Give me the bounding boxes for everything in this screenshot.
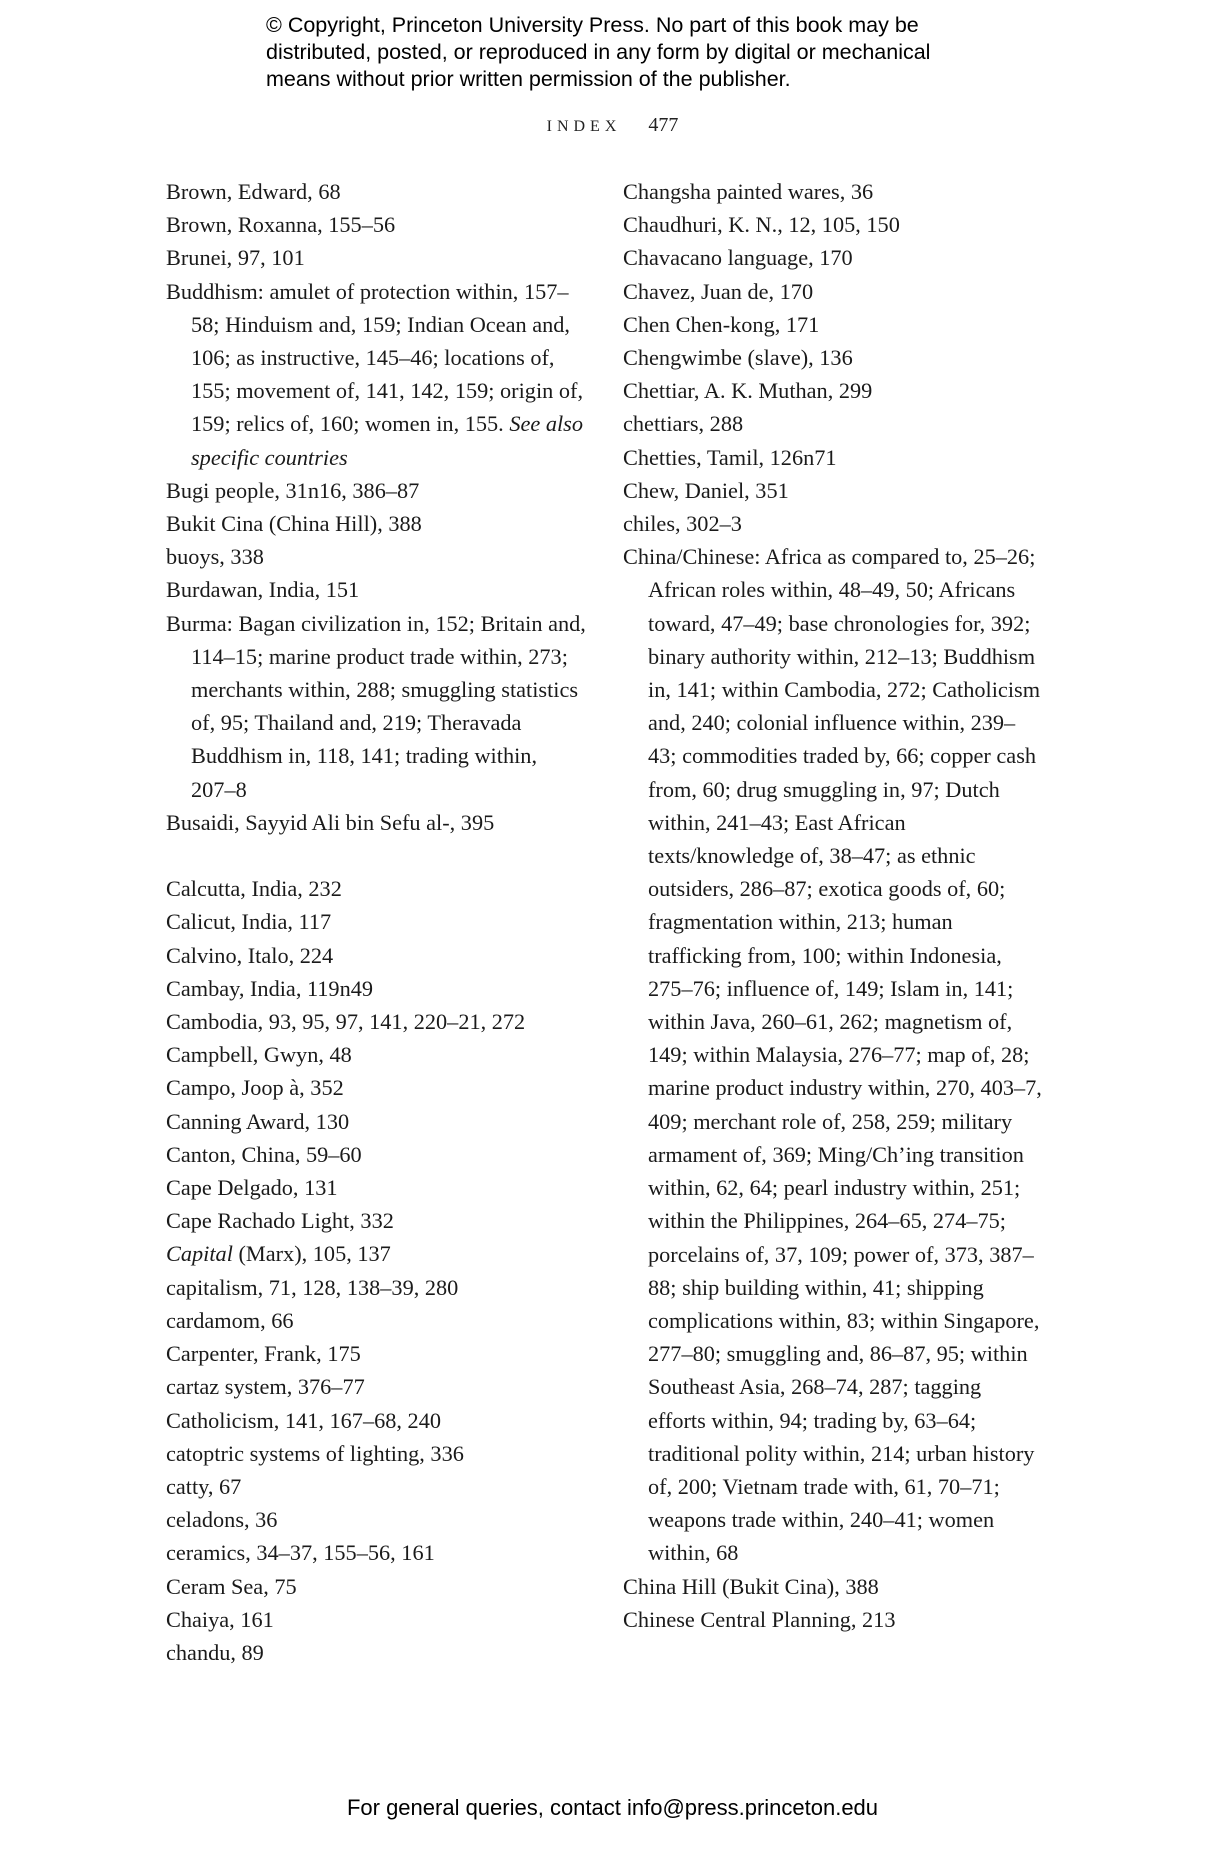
- index-entry: Bugi people, 31n16, 386–87: [166, 477, 420, 503]
- index-entry: Chew, Daniel, 351: [623, 477, 789, 503]
- index-entry: Burdawan, India, 151: [166, 577, 360, 603]
- copyright-line: distributed, posted, or reproduced in any form by digital or mechanical: [266, 40, 931, 64]
- copyright-notice: [266, 12, 1026, 93]
- index-entry: Brown, Edward, 68: [166, 179, 341, 204]
- index-entry: cartaz system, 376–77: [166, 1374, 365, 1400]
- index-entry: ceramics, 34–37, 155–56, 161: [166, 1540, 435, 1566]
- index-entry: Burma: Bagan civilization in, 152; Britain and, 114–15; marine product trade within, 273; merchants within, 288; smuggling statistics of, 95; Thailand and, 219; Theravada Buddhism in, 118, 141; trading within, 207–8: [166, 610, 586, 802]
- index-entry: Chaiya, 161: [166, 1606, 274, 1632]
- index-entry: Calcutta, India, 232: [166, 876, 342, 902]
- index-entry: Cape Delgado, 131: [166, 1175, 338, 1201]
- running-head: [0, 114, 1225, 137]
- index-entry: Carpenter, Frank, 175: [166, 1341, 361, 1367]
- index-entry: Canton, China, 59–60: [166, 1141, 362, 1167]
- index-entry: Buddhism: amulet of protection within, 157–58; Hinduism and, 159; Indian Ocean and, 106; as instructive, 145–46; locations of, 155; movement of, 141, 142, 159; origin of, 159; relics of, 160; women in, 155. See also specific countries: [166, 278, 584, 470]
- index-entry: Chettiar, A. K. Muthan, 299: [623, 378, 873, 404]
- index-entry: Chengwimbe (slave), 136: [623, 345, 853, 371]
- index-entry: buoys, 338: [166, 544, 264, 570]
- index-entry: Campo, Joop à, 352: [166, 1075, 344, 1101]
- running-head-label: INDEX: [546, 118, 622, 135]
- index-entry: capitalism, 71, 128, 138–39, 280: [166, 1274, 459, 1300]
- index-entry: Ceram Sea, 75: [166, 1573, 297, 1599]
- index-entry: cardamom, 66: [166, 1307, 294, 1333]
- page-number: 477: [648, 114, 679, 136]
- index-entry: chettiars, 288: [623, 411, 744, 437]
- index-entry: catoptric systems of lighting, 336: [166, 1440, 464, 1466]
- index-entry: Brown, Roxanna, 155–56: [166, 212, 396, 238]
- index-entry: Calicut, India, 117: [166, 909, 332, 935]
- index-entry: Chavez, Juan de, 170: [623, 278, 814, 304]
- index-entry: Calvino, Italo, 224: [166, 942, 334, 968]
- copyright-line: means without prior written permission of the publisher.: [266, 67, 791, 91]
- index-column-left: [166, 175, 586, 1669]
- index-entry: Changsha painted wares, 36: [623, 179, 874, 204]
- index-entry: chiles, 302–3: [623, 511, 742, 537]
- index-entry: Cambodia, 93, 95, 97, 141, 220–21, 272: [166, 1009, 526, 1035]
- index-entry: Chen Chen-kong, 171: [623, 311, 820, 337]
- index-entry: Busaidi, Sayyid Ali bin Sefu al-, 395: [166, 809, 495, 835]
- index-entry: Campbell, Gwyn, 48: [166, 1042, 352, 1068]
- index-entry: celadons, 36: [166, 1507, 278, 1533]
- copyright-line: © Copyright, Princeton University Press. No part of this book may be: [266, 13, 919, 37]
- footer-contact: For general queries, contact info@press.princeton.edu: [346, 1795, 879, 1820]
- index-entry: Chavacano language, 170: [623, 245, 853, 271]
- index-column-right: [623, 175, 1043, 1636]
- index-entry: chandu, 89: [166, 1639, 264, 1665]
- index-entry: Chinese Central Planning, 213: [623, 1606, 896, 1632]
- index-entry: Brunei, 97, 101: [166, 245, 305, 271]
- index-entry: Catholicism, 141, 167–68, 240: [166, 1407, 441, 1433]
- index-entry: Bukit Cina (China Hill), 388: [166, 511, 422, 537]
- index-entry: catty, 67: [166, 1473, 242, 1499]
- index-entry: Canning Award, 130: [166, 1108, 350, 1134]
- index-entry: Chaudhuri, K. N., 12, 105, 150: [623, 212, 900, 238]
- index-entry: Cape Rachado Light, 332: [166, 1208, 394, 1234]
- index-entry: Chetties, Tamil, 126n71: [623, 444, 837, 470]
- index-entry: China/Chinese: Africa as compared to, 25–26; African roles within, 48–49, 50; Africans toward, 47–49; base chronologies for, 392; binary authority within, 212–13; Buddhism in, 141; within Cambodia, 272; Catholicism and, 240; colonial influence within, 239–43; commodities traded by, 66; copper cash from, 60; drug smuggling in, 97; Dutch within, 241–43; East African texts/knowledge of, 38–47; as ethnic outsiders, 286–87; exotica goods of, 60; fragmentation within, 213; human trafficking from, 100; within Indonesia, 275–76; influence of, 149; Islam in, 141; within Java, 260–61, 262; magnetism of, 149; within Malaysia, 276–77; map of, 28; marine product industry within, 270, 403–7, 409; merchant role of, 258, 259; military armament of, 369; Ming/Ch’ing transition within, 62, 64; pearl industry within, 251; within the Philippines, 264–65, 274–75; porcelains of, 37, 109; power of, 373, 387–88; ship building within, 41; shipping complications within, 83; within Singapore, 277–80; smuggling and, 86–87, 95; within Southeast Asia, 268–74, 287; tagging efforts within, 94; trading by, 63–64; traditional polity within, 214; urban history of, 200; Vietnam trade with, 61, 70–71; weapons trade within, 240–41; women within, 68: [623, 544, 1042, 1566]
- index-entry: China Hill (Bukit Cina), 388: [623, 1573, 879, 1599]
- index-entry: Capital (Marx), 105, 137: [166, 1241, 391, 1267]
- index-entry: Cambay, India, 119n49: [166, 975, 374, 1001]
